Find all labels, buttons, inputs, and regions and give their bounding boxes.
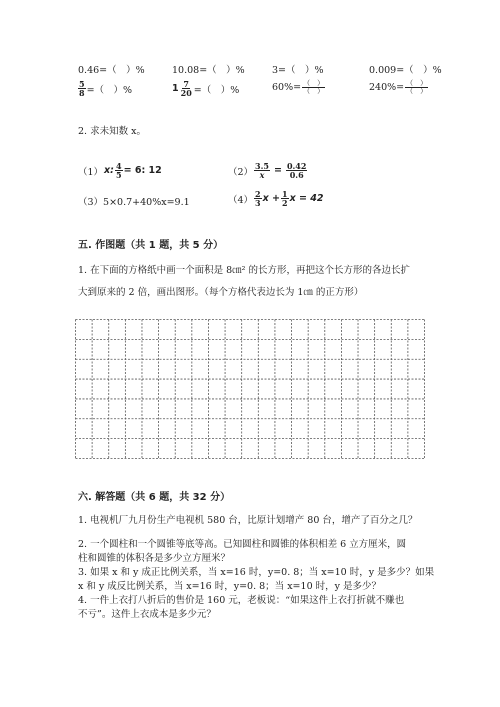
percent-item-2: 10.08=（ ）% [172,65,245,76]
fraction: $\frac{7}{20}$ [180,79,192,98]
section-5-question-line-1: 1. 在下面的方格纸中画一个面积是 8㎝² 的长方形，再把这个长方形的各边长扩 [78,265,410,276]
fraction-item-2: 1 $\frac{7}{20}$ =（ ）% [172,79,240,98]
percent-item-3: 3=（ ）% [272,65,324,76]
equation-3: （3）5×0.7+40%x=9.1 [78,197,190,208]
percent-item-1: 0.46=（ ）% [78,65,145,76]
section-6-question-2-line-1: 2. 一个圆柱和一个圆锥等底等高。已知圆柱和圆锥的体积相差 6 立方厘米，圆 [78,539,407,550]
fraction: $\frac{3.5}{x}$ [255,161,269,180]
section-6-title: 六. 解答题（共 6 题，共 32 分） [78,492,231,503]
fraction: $\frac{5}{8}$ [79,79,85,98]
fraction-item-3: 60%= $\frac{( )}{( )}$ [272,79,325,95]
question-2-title: 2. 求未知数 x。 [78,126,146,137]
section-5-question-line-2: 大到原来的 2 倍，画出图形。（每个方格代表边长为 1㎝ 的正方形） [78,287,364,298]
fraction: $\frac{( )}{( )}$ [406,79,428,95]
fraction: $\frac{4}{5}$ [115,161,122,180]
square-grid [75,319,425,459]
fraction-item-1: $\frac{5}{8}$ =（ ）% [79,79,133,98]
fraction: $\frac{2}{3}$ [255,189,261,208]
fraction: $\frac{( )}{( )}$ [303,79,325,95]
fraction: $\frac{1}{2}$ [282,189,288,208]
equation-4: （4） $\frac{2}{3}$ x + $\frac{1}{2}$ x = 42 [228,189,324,208]
section-6-question-4-line-2: 不亏”。这件上衣成本是多少元？ [78,609,216,620]
fraction: $\frac{0.42}{0.6}$ [286,161,307,180]
section-6-question-4-line-1: 4. 一件上衣打八折后的售价是 160 元，老板说：“如果这件上衣打折就不赚也 [78,595,405,606]
percent-item-4: 0.009=（ ）% [369,65,442,76]
fraction-item-4: 240%= $\frac{( )}{( )}$ [369,79,428,95]
section-6-question-2-line-2: 柱和圆锥的体积各是多少立方厘米？ [78,553,231,564]
equation-2: （2） $\frac{3.5}{x}$ = $\frac{0.42}{0.6}$ [228,161,307,180]
section-6-question-1: 1. 电视机厂九月份生产电视机 580 台，比原计划增产 80 台，增产了百分之几？ [78,515,418,526]
section-5-title: 五. 作图题（共 1 题，共 5 分） [78,240,224,251]
equation-1: （1） x: $\frac{4}{5}$ = 6: 12 [78,161,162,180]
section-6-question-3-line-1: 3. 如果 x 和 y 成正比例关系，当 x=16 时，y=0. 8；当 x=10 时，y 是多少？如果 [78,567,435,578]
section-6-question-3-line-2: x 和 y 成反比例关系，当 x=16 时，y=0. 8；当 x=10 时，y 是多少？ [78,581,382,592]
